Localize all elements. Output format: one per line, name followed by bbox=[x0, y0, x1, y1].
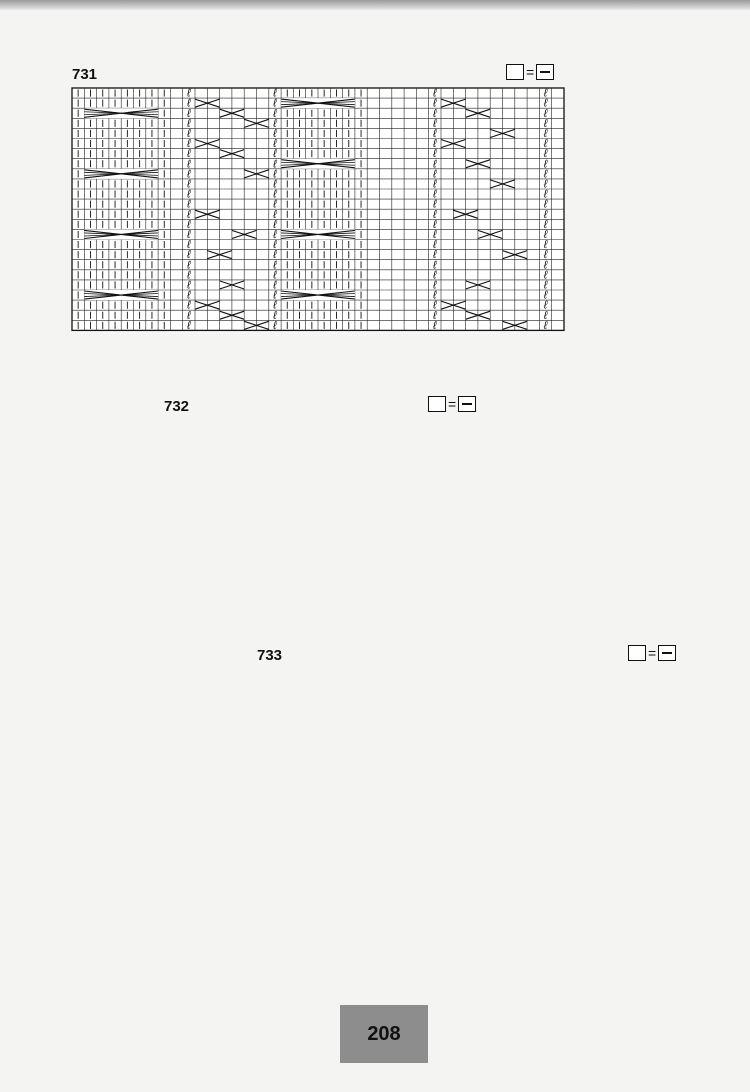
twisted-stitch-mark: ℓ bbox=[433, 279, 437, 292]
twisted-stitch-mark: ℓ bbox=[543, 279, 548, 292]
twisted-stitch-mark: ℓ bbox=[543, 309, 548, 322]
twisted-stitch-mark: ℓ bbox=[187, 117, 191, 130]
twisted-stitch-mark: ℓ bbox=[433, 117, 437, 130]
twisted-stitch-mark: ℓ bbox=[187, 299, 191, 312]
twisted-stitch-mark: ℓ bbox=[273, 309, 277, 322]
twisted-stitch-mark: ℓ bbox=[273, 158, 277, 171]
twisted-stitch-mark: ℓ bbox=[543, 107, 548, 120]
twisted-stitch-mark: ℓ bbox=[433, 299, 437, 312]
twisted-stitch-mark: ℓ bbox=[543, 117, 548, 130]
twisted-stitch-mark: ℓ bbox=[433, 229, 437, 241]
twisted-stitch-mark: ℓ bbox=[273, 289, 277, 302]
twisted-stitch-mark: ℓ bbox=[273, 97, 277, 110]
twisted-stitch-mark: ℓ bbox=[187, 138, 191, 151]
twisted-stitch-mark: ℓ bbox=[273, 299, 277, 312]
twisted-stitch-mark: ℓ bbox=[187, 249, 191, 262]
twisted-stitch-mark: ℓ bbox=[273, 128, 277, 140]
twisted-stitch-mark: ℓ bbox=[433, 259, 437, 272]
purl-symbol-icon bbox=[536, 64, 554, 80]
twisted-stitch-mark: ℓ bbox=[543, 299, 548, 312]
twisted-stitch-mark: ℓ bbox=[433, 158, 437, 171]
twisted-stitch-mark: ℓ bbox=[543, 87, 548, 100]
twisted-stitch-mark: ℓ bbox=[543, 239, 548, 252]
twisted-stitch-mark: ℓ bbox=[187, 259, 191, 272]
twisted-stitch-mark: ℓ bbox=[433, 208, 437, 221]
twisted-stitch-mark: ℓ bbox=[187, 309, 191, 322]
twisted-stitch-mark: ℓ bbox=[433, 188, 437, 201]
twisted-stitch-mark: ℓ bbox=[433, 168, 437, 181]
chart-731-grid bbox=[62, 82, 582, 342]
twisted-stitch-mark: ℓ bbox=[273, 319, 277, 332]
twisted-stitch-mark: ℓ bbox=[273, 239, 277, 252]
twisted-stitch-mark: ℓ bbox=[543, 269, 548, 282]
twisted-stitch-mark: ℓ bbox=[273, 218, 277, 231]
chart-733-grid bbox=[248, 662, 728, 962]
twisted-stitch-mark: ℓ bbox=[187, 188, 191, 201]
equals-sign: = bbox=[448, 396, 457, 412]
twisted-stitch-mark: ℓ bbox=[433, 319, 437, 332]
twisted-stitch-mark: ℓ bbox=[273, 178, 277, 191]
twisted-stitch-mark: ℓ bbox=[433, 198, 437, 211]
page-top-edge bbox=[0, 0, 750, 10]
twisted-stitch-mark: ℓ bbox=[543, 198, 548, 211]
twisted-stitch-mark: ℓ bbox=[273, 269, 277, 282]
twisted-stitch-mark: ℓ bbox=[273, 87, 277, 100]
twisted-stitch-mark: ℓ bbox=[543, 259, 548, 272]
chart-733-number: 733 bbox=[257, 647, 283, 664]
chart-732-number: 732 bbox=[164, 398, 190, 415]
twisted-stitch-mark: ℓ bbox=[273, 138, 277, 151]
empty-square-icon bbox=[428, 396, 446, 412]
twisted-stitch-mark: ℓ bbox=[543, 97, 548, 110]
equals-sign: = bbox=[526, 64, 535, 80]
chart-731-number: 731 bbox=[72, 66, 98, 83]
twisted-stitch-mark: ℓ bbox=[433, 128, 437, 140]
twisted-stitch-mark: ℓ bbox=[433, 87, 437, 100]
twisted-stitch-mark: ℓ bbox=[187, 178, 191, 191]
twisted-stitch-mark: ℓ bbox=[187, 269, 191, 282]
twisted-stitch-mark: ℓ bbox=[273, 259, 277, 272]
twisted-stitch-mark: ℓ bbox=[273, 107, 277, 120]
twisted-stitch-mark: ℓ bbox=[543, 148, 548, 161]
twisted-stitch-mark: ℓ bbox=[433, 269, 437, 282]
twisted-stitch-mark: ℓ bbox=[433, 148, 437, 161]
twisted-stitch-mark: ℓ bbox=[273, 117, 277, 130]
twisted-stitch-mark: ℓ bbox=[273, 229, 277, 241]
equals-sign: = bbox=[648, 645, 657, 661]
twisted-stitch-mark: ℓ bbox=[543, 168, 548, 181]
twisted-stitch-mark: ℓ bbox=[187, 107, 191, 120]
twisted-stitch-mark: ℓ bbox=[187, 279, 191, 292]
twisted-stitch-mark: ℓ bbox=[543, 188, 548, 201]
twisted-stitch-mark: ℓ bbox=[433, 138, 437, 151]
twisted-stitch-mark: ℓ bbox=[273, 148, 277, 161]
purl-symbol-icon bbox=[458, 396, 476, 412]
purl-symbol-icon bbox=[658, 645, 676, 661]
twisted-stitch-mark: ℓ bbox=[543, 229, 548, 241]
twisted-stitch-mark: ℓ bbox=[187, 229, 191, 241]
twisted-stitch-mark: ℓ bbox=[187, 168, 191, 181]
twisted-stitch-mark: ℓ bbox=[273, 208, 277, 221]
twisted-stitch-mark: ℓ bbox=[273, 198, 277, 211]
twisted-stitch-mark: ℓ bbox=[433, 249, 437, 262]
twisted-stitch-mark: ℓ bbox=[543, 138, 548, 151]
twisted-stitch-mark: ℓ bbox=[273, 249, 277, 262]
twisted-stitch-mark: ℓ bbox=[187, 198, 191, 211]
twisted-stitch-mark: ℓ bbox=[273, 279, 277, 292]
twisted-stitch-mark: ℓ bbox=[543, 218, 548, 231]
twisted-stitch-mark: ℓ bbox=[433, 289, 437, 302]
twisted-stitch-mark: ℓ bbox=[433, 97, 437, 110]
twisted-stitch-mark: ℓ bbox=[187, 218, 191, 231]
twisted-stitch-mark: ℓ bbox=[187, 208, 191, 221]
twisted-stitch-mark: ℓ bbox=[433, 107, 437, 120]
twisted-stitch-mark: ℓ bbox=[187, 148, 191, 161]
twisted-stitch-mark: ℓ bbox=[273, 188, 277, 201]
twisted-stitch-mark: ℓ bbox=[543, 128, 548, 140]
twisted-stitch-mark: ℓ bbox=[433, 309, 437, 322]
twisted-stitch-mark: ℓ bbox=[187, 319, 191, 332]
twisted-stitch-mark: ℓ bbox=[543, 319, 548, 332]
chart-732-grid bbox=[155, 414, 505, 614]
twisted-stitch-mark: ℓ bbox=[273, 168, 277, 181]
twisted-stitch-mark: ℓ bbox=[543, 249, 548, 262]
empty-square-icon bbox=[506, 64, 524, 80]
twisted-stitch-mark: ℓ bbox=[433, 218, 437, 231]
stitch-grid bbox=[72, 88, 564, 332]
twisted-stitch-mark: ℓ bbox=[187, 239, 191, 252]
chart-731-legend bbox=[506, 64, 554, 80]
twisted-stitch-mark: ℓ bbox=[433, 239, 437, 252]
twisted-stitch-mark: ℓ bbox=[187, 158, 191, 171]
twisted-stitch-mark: ℓ bbox=[543, 158, 548, 171]
twisted-stitch-mark: ℓ bbox=[187, 128, 191, 140]
chart-733-legend bbox=[628, 645, 676, 661]
page-number: 208 bbox=[340, 1005, 428, 1063]
empty-square-icon bbox=[628, 645, 646, 661]
twisted-stitch-mark: ℓ bbox=[543, 208, 548, 221]
twisted-stitch-mark: ℓ bbox=[543, 289, 548, 302]
twisted-stitch-mark: ℓ bbox=[187, 289, 191, 302]
twisted-stitch-mark: ℓ bbox=[187, 97, 191, 110]
twisted-stitch-mark: ℓ bbox=[543, 178, 548, 191]
chart-732-legend bbox=[428, 396, 476, 412]
twisted-stitch-mark: ℓ bbox=[433, 178, 437, 191]
twisted-stitch-mark: ℓ bbox=[187, 87, 191, 100]
